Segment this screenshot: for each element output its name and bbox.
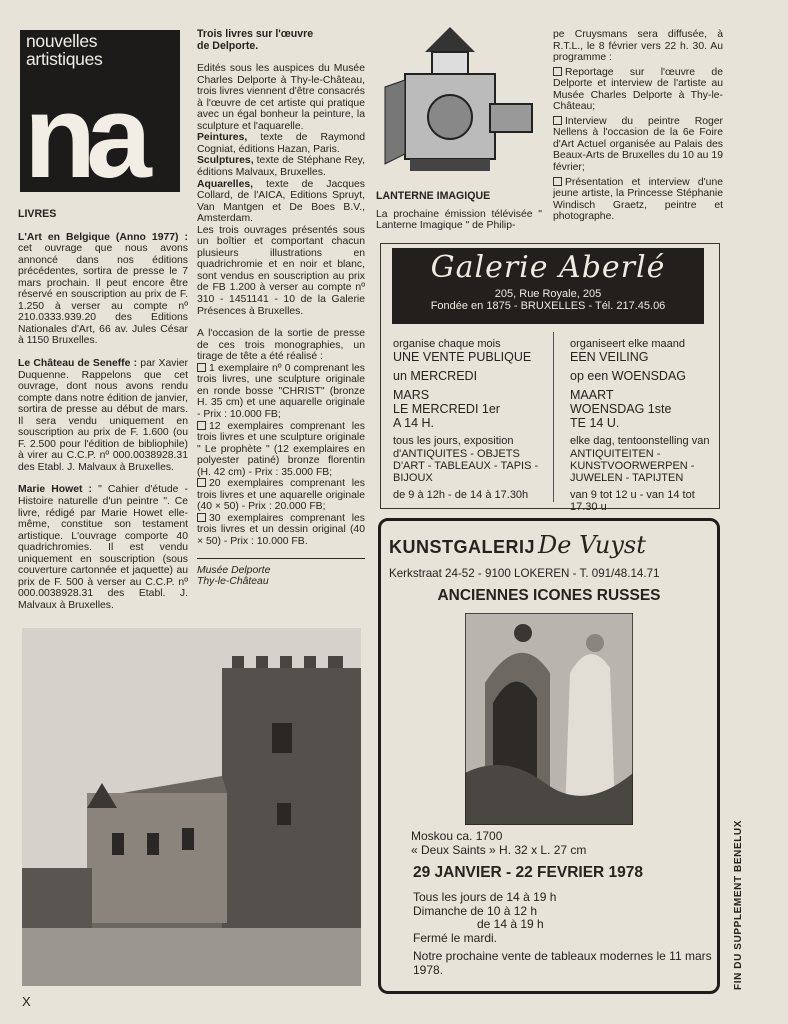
nl-line: op een WOENSDAG xyxy=(570,369,687,384)
lanterne-cont: pe Cruysmans sera diffusée, à R.T.L., le 8 février vers 22 h. 30. Au programme : xyxy=(553,29,723,64)
program-item: Interview du peintre Roger Nellens à l'occasion de la 6e Foire d'Art Actuel organisée au Palais des Beaux-Arts de Bruxelles du 10 au 19 février; xyxy=(553,115,723,174)
tirage-item: 12 exemplaires comprenant les trois livres et une sculpture originale " Le prophète " (12 exemplaires en polyester patiné) bronze florentin (H. 42 cm) - Prix : 35.000 FB; xyxy=(197,420,365,478)
nl-line: TE 14 U. xyxy=(570,416,620,431)
nl-line: organiseert elke maand xyxy=(570,338,685,350)
article-marie-howet: Marie Howet : " Cahier d'étude - Histoire naturelle d'un peintre ". Ce livre, rédigé par Marie Howet elle-même, constitue son testament artistique. L'ouvrage comporte 40 quadrichromies. Il est vendu uniquement en souscription (sous couverture cartonnée et jaquette) au prix de F. 500 à verser au C.C.P. nº 000.0038928.31 des Etabl. J. Malvaux à Bruxelles. xyxy=(18,484,188,611)
aberle-dutch xyxy=(570,338,715,519)
aberle-address2: Fondée en 1875 - BRUXELLES - Tél. 217.45.06 xyxy=(430,300,666,312)
divider xyxy=(553,332,554,502)
nl-line: EEN VEILING xyxy=(570,350,649,365)
fr-line: un MERCREDI xyxy=(393,369,478,384)
fr-line: de 9 à 12h - de 14 à 17.30h xyxy=(393,489,529,502)
page-number: X xyxy=(22,994,31,1009)
opening-hours xyxy=(413,891,713,977)
tirage-item: 1 exemplaire nº 0 comprenant les trois livres, une sculpture originale en ronde bosse "CHRIST" (bronze H. 35 cm) et une aquarelle originale - Prix : 10.000 FB; xyxy=(197,362,365,420)
nl-line: elke dag, tentoonstelling van ANTIQUITEITEN - KUNSTVOORWERPEN - JUWELEN - TAPIJTEN xyxy=(570,435,710,485)
aberle-name: Galerie Aberlé xyxy=(430,250,666,285)
nl-line: WOENSDAG 1ste xyxy=(570,402,672,417)
hours-line: de 14 à 19 h xyxy=(477,917,544,931)
column-livres xyxy=(18,209,188,623)
checkbox-icon xyxy=(197,363,206,372)
exhibition-dates: 29 JANVIER - 22 FEVRIER 1978 xyxy=(413,864,644,881)
article-title: Trois livres sur l'œuvre de Delporte. xyxy=(197,28,314,52)
kunstgalerij-ad xyxy=(378,518,720,994)
side-caption: FIN DU SUPPLEMENT BENELUX xyxy=(733,819,744,990)
column-delporte xyxy=(197,29,365,588)
fr-line: tous les jours, exposition d'ANTIQUITES - OBJETS D'ART - TABLEAUX - TAPIS - BIJOUX xyxy=(393,435,539,485)
kunst-header xyxy=(389,531,646,559)
article-art-en-belgique: L'Art en Belgique (Anno 1977) : cet ouvrage que nous avons annoncé dans nos éditions précédentes, sortira de presse le 7 mars prochain. Il peut encore être réservé en souscription au prix de F. 1.250 à verser au compte nº 210.0333.939.20 des Editions Nationales d'Art, 66 av. Jules César à 1150 Bruxelles. xyxy=(18,231,188,347)
price-text: Les trois ouvrages présentés sous un boîtier et comportant chacun plusieurs illustrations en quadrichromie et en noir et blanc, sont vendus en souscription au prix de FB 1.200 à verser au compte nº 310 - 1451141 - 10 de la Galerie Présences à Bruxelles. xyxy=(197,224,365,317)
fr-line: MARS xyxy=(393,388,430,403)
checkbox-icon xyxy=(553,116,562,125)
next-sale: Notre prochaine vente de tableaux modernes le 11 mars 1978. xyxy=(413,949,712,977)
lanterne-continued xyxy=(553,29,723,223)
checkbox-icon xyxy=(553,67,562,76)
book-peintures: Peintures, texte de Raymond Cogniat, éditions Hazan, Paris. xyxy=(197,132,365,155)
hours-line: Fermé le mardi. xyxy=(413,930,498,945)
kunst-title: ANCIENNES ICONES RUSSES xyxy=(437,587,661,604)
lanterne-title: LANTERNE IMAGIQUE xyxy=(376,190,491,202)
article-chateau-seneffe: Le Château de Seneffe : par Xavier Duquenne. Rappelons que cet ouvrage, dont nous avons rendu compte dans notre édition de janvier, sortira de presse au début de mars. Il sera vendu uniquement en souscription au prix de F. 1.600 (ou F. 2.500 pour l'édition de bibliophile) à virer au C.C.P. nº 000.0038928.31 des Etabl. J. Malvaux à Bruxelles. xyxy=(18,358,188,473)
logo-line1: nouvelles xyxy=(26,31,98,51)
hours-line: Tous les jours de 14 à 19 h xyxy=(413,890,557,904)
program-item: Présentation et interview d'une jeune artiste, la Princesse Stéphanie Windisch Graetz, peintre et photographe. xyxy=(553,176,723,223)
checkbox-icon xyxy=(197,421,206,430)
tirage-item: 20 exemplaires comprenant les trois livres et une aquarelle originale (40 × 50) - Prix : 20.000 FB; xyxy=(197,478,365,513)
fr-line: organise chaque mois xyxy=(393,338,501,350)
program-item: Reportage sur l'œuvre de Delporte et interview de l'artiste au Musée Charles Delporte à Thy-le-Château; xyxy=(553,66,723,113)
chateau-photo xyxy=(22,628,361,986)
logo-line2: artistiques xyxy=(26,49,103,69)
nl-line: MAART xyxy=(570,388,614,403)
aberle-address: 205, Rue Royale, 205 xyxy=(494,288,602,300)
painting-caption xyxy=(411,829,586,857)
divider xyxy=(197,558,365,559)
fr-line: LE MERCREDI 1er xyxy=(393,402,500,417)
kunst-name: KUNSTGALERIJ xyxy=(389,537,536,557)
book-aquarelles: Aquarelles, texte de Jacques Collard, de l'AICA, Editions Spruyt, Van Mantgen et De Boes B.V., Amsterdam. xyxy=(197,178,365,225)
icon-painting-image xyxy=(465,613,633,825)
checkbox-icon xyxy=(197,478,206,487)
caption-line: Moskou ca. 1700 xyxy=(411,829,503,843)
magazine-logo xyxy=(20,30,180,203)
magic-lantern-illustration xyxy=(380,22,540,182)
nl-line: van 9 tot 12 u - van 14 tot 17.30 u xyxy=(570,489,695,514)
checkbox-icon xyxy=(197,513,206,522)
lanterne-text: La prochaine émission télévisée " Lanterne Imagique " de Philip- xyxy=(376,208,542,232)
intro-text: Edités sous les auspices du Musée Charles Delporte à Thy-le-Château, trois livres viennent d'être consacrés à l'œuvre de cet artiste qui pratique avec un égal bonheur la peinture, la sculpture et l'aquarelle. xyxy=(197,63,365,132)
checkbox-icon xyxy=(553,177,562,186)
fr-line: A 14 H. xyxy=(393,416,434,431)
tirage-text: A l'occasion de la sortie de presse de ces trois monographies, un tirage de tête a été réalisé : xyxy=(197,328,365,363)
aberle-header xyxy=(392,248,704,324)
section-heading: LIVRES xyxy=(18,208,57,220)
lanterne-article xyxy=(376,191,542,232)
caption-line: « Deux Saints » H. 32 x L. 27 cm xyxy=(411,843,587,857)
logo-mark: na xyxy=(24,71,142,203)
kunst-address: Kerkstraat 24-52 - 9100 LOKEREN - T. 091/48.14.71 xyxy=(389,567,660,580)
fr-line: UNE VENTE PUBLIQUE xyxy=(393,350,532,365)
tirage-item: 30 exemplaires comprenant les trois livres et un dessin original (40 × 50) - Prix : 10.000 FB. xyxy=(197,512,365,547)
book-sculptures: Sculptures, texte de Stéphane Rey, éditions Malvaux, Bruxelles. xyxy=(197,155,365,179)
kunst-script-name: De Vuyst xyxy=(538,531,646,559)
hours-line: Dimanche de 10 à 12 h xyxy=(413,903,538,918)
signature: Musée Delporte Thy-le-Château xyxy=(197,564,271,588)
aberle-french xyxy=(393,338,548,506)
